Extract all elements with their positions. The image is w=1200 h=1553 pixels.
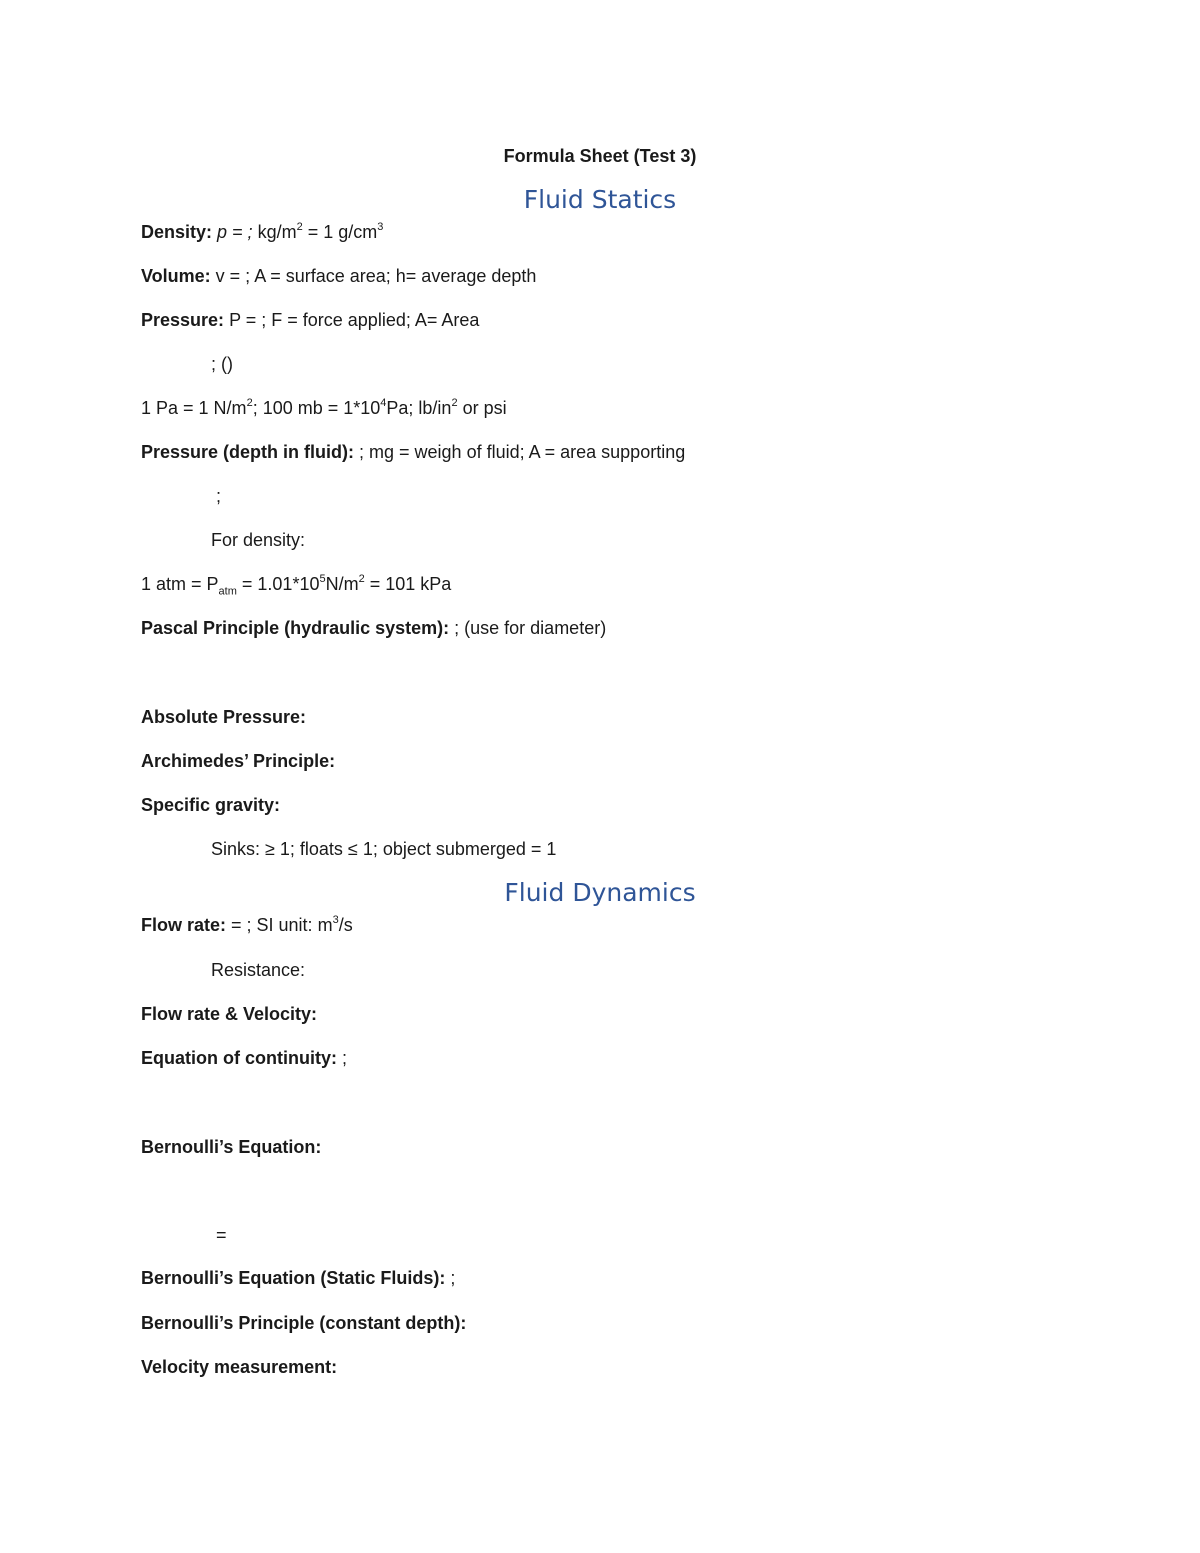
absolute-pressure-label: Absolute Pressure: <box>141 707 307 727</box>
flow-velocity-label: Flow rate & Velocity: <box>141 1004 318 1024</box>
pressure-units-line <box>141 397 507 419</box>
bernoulli-eq: = <box>216 1225 227 1245</box>
document-title: Formula Sheet (Test 3) <box>503 146 697 166</box>
bernoulli-line <box>141 1136 321 1158</box>
pascal-line <box>141 617 606 639</box>
atm-line <box>141 573 452 598</box>
density-unit: kg/m <box>252 222 297 242</box>
flow-rate-line <box>141 914 353 936</box>
pascal-text: ; (use for diameter) <box>449 618 607 638</box>
pressure-note: ; () <box>211 354 233 374</box>
atm-sub: atm <box>218 585 237 598</box>
for-density-line: For density: <box>211 530 306 550</box>
resistance-line: Resistance: <box>211 960 306 980</box>
archimedes-line <box>141 750 335 772</box>
mb-text: ; 100 mb = 1*10 <box>252 398 381 418</box>
flow-rate-exp: 3 <box>332 914 339 926</box>
pa-exp: 2 <box>246 397 253 409</box>
bernoulli-static-label: Bernoulli’s Equation (Static Fluids): <box>141 1268 446 1288</box>
flow-rate-text: = ; SI unit: m <box>226 915 333 935</box>
atm-c: N/m <box>325 574 359 594</box>
bernoulli-principle-line <box>141 1312 466 1334</box>
density-exp-b: 3 <box>377 221 384 233</box>
atm-exp: 5 <box>319 573 326 585</box>
density-expr: p = ; <box>217 222 253 242</box>
pressure-depth-note: ; <box>216 486 222 506</box>
pressure-line <box>141 309 479 331</box>
sinks-line: Sinks: ≥ 1; floats ≤ 1; object submerged = 1 <box>211 839 557 859</box>
flow-rate-tail: /s <box>338 915 353 935</box>
bernoulli-label: Bernoulli’s Equation: <box>141 1137 322 1157</box>
pa-text: 1 Pa = 1 N/m <box>141 398 247 418</box>
bernoulli-static-text: ; <box>445 1268 456 1288</box>
atm-a: 1 atm = P <box>141 574 219 594</box>
continuity-label: Equation of continuity: <box>141 1048 337 1068</box>
density-label: Density: <box>141 222 213 242</box>
density-eq: = 1 g/cm <box>302 222 378 242</box>
bernoulli-static-line <box>141 1267 455 1289</box>
volume-label: Volume: <box>141 266 211 286</box>
pressure-depth-text: ; mg = weigh of fluid; A = area supporting <box>354 442 686 462</box>
mb-exp: 4 <box>380 397 387 409</box>
psi-tail: or psi <box>457 398 507 418</box>
atm-exp2: 2 <box>358 573 365 585</box>
bernoulli-principle-label: Bernoulli’s Principle (constant depth): <box>141 1313 467 1333</box>
section-heading-fluid-dynamics: Fluid Dynamics <box>504 878 696 907</box>
psi-exp: 2 <box>451 397 458 409</box>
pressure-label: Pressure: <box>141 310 225 330</box>
velocity-measurement-line <box>141 1356 337 1378</box>
continuity-line <box>141 1047 347 1069</box>
pressure-depth-label: Pressure (depth in fluid): <box>141 442 355 462</box>
pressure-depth-line <box>141 441 685 463</box>
pressure-text: P = ; F = force applied; A= Area <box>224 310 480 330</box>
velocity-measurement-label: Velocity measurement: <box>141 1357 338 1377</box>
atm-d: = 101 kPa <box>364 574 452 594</box>
density-line <box>141 221 383 243</box>
absolute-pressure-line <box>141 706 306 728</box>
atm-b: = 1.01*10 <box>236 574 320 594</box>
flow-velocity-line <box>141 1003 317 1025</box>
psi-text: Pa; lb/in <box>386 398 452 418</box>
section-heading-fluid-statics: Fluid Statics <box>523 185 677 214</box>
archimedes-label: Archimedes’ Principle: <box>141 751 336 771</box>
flow-rate-label: Flow rate: <box>141 915 227 935</box>
volume-text: v = ; A = surface area; h= average depth <box>210 266 537 286</box>
density-exp-a: 2 <box>296 221 303 233</box>
specific-gravity-label: Specific gravity: <box>141 795 281 815</box>
pascal-label: Pascal Principle (hydraulic system): <box>141 618 450 638</box>
continuity-text: ; <box>336 1048 347 1068</box>
specific-gravity-line <box>141 794 280 816</box>
volume-line <box>141 265 536 287</box>
